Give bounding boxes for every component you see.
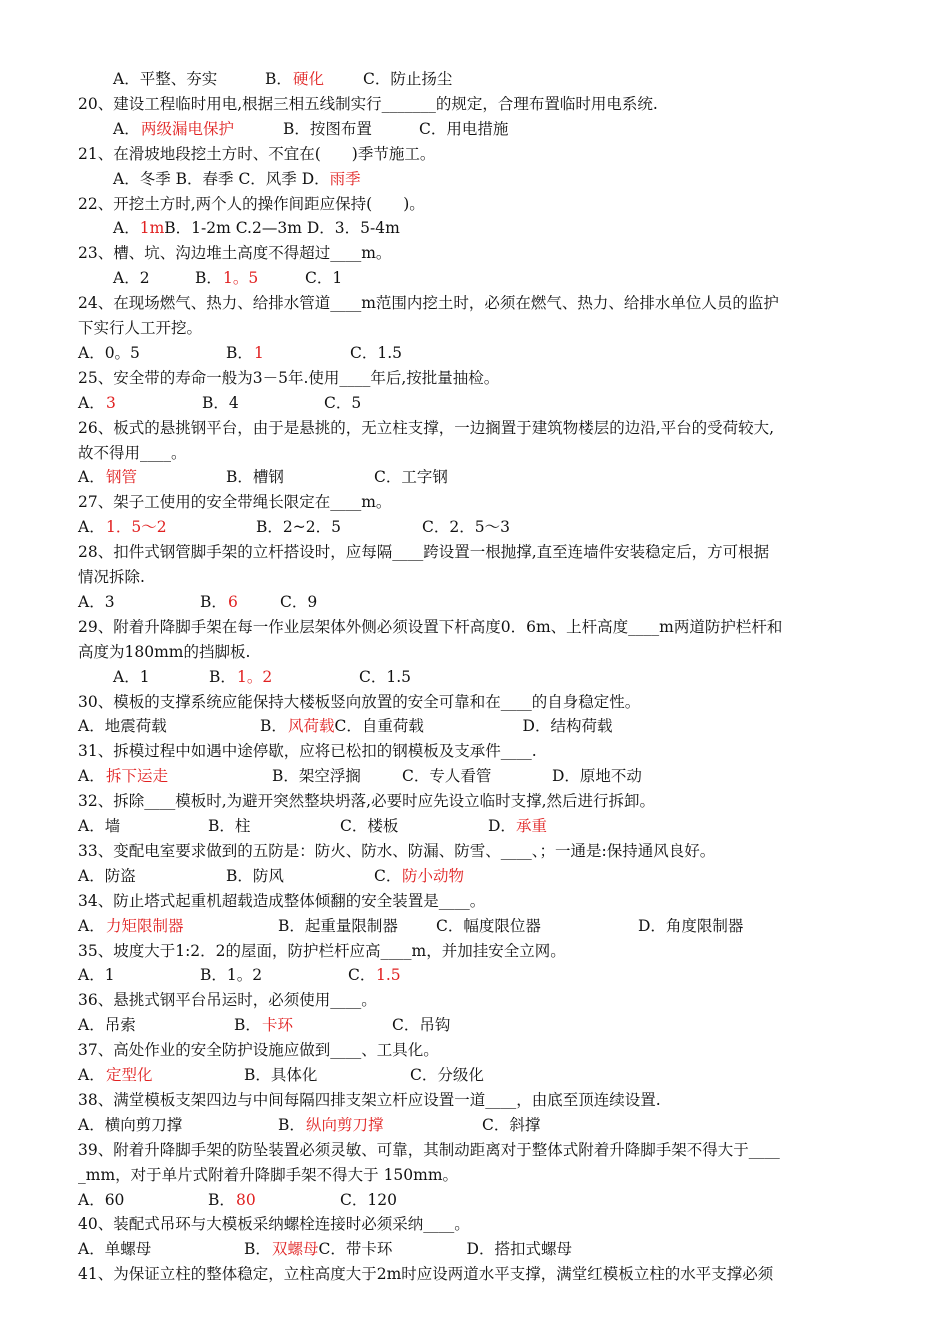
option: B．架空浮搁 (272, 767, 361, 786)
question-line: 32、拆除____模板时,为避开突然整块坍落,必要时应先设立临时支撑,然后进行拆卸。 (78, 792, 656, 811)
option: A．防盗 (78, 866, 136, 885)
option: A． (78, 393, 105, 412)
options-line (113, 216, 913, 241)
option: B． (260, 717, 287, 736)
question-line: 22、开挖土方时,两个人的操作间距应保持( )。 (78, 194, 425, 213)
answer-option: 纵向剪刀撑 (306, 1115, 384, 1134)
option: C．分级化 (410, 1066, 484, 1084)
options-line (78, 814, 878, 839)
option: A．0。5 (78, 343, 140, 362)
option: C． (348, 966, 376, 985)
options-line (78, 914, 878, 939)
question-line: 28、扣件式钢管脚手架的立杆搭设时，应每隔____跨设置一根抛撑,直至连墙件安装稳定后，方可根据 (78, 543, 770, 562)
option: A．1 (113, 667, 150, 686)
option: A．横向剪刀撑 (78, 1115, 183, 1134)
option: A．1 (78, 966, 115, 985)
option: A．3 (78, 592, 115, 611)
option: B．4 (202, 393, 239, 412)
option: B． (278, 1115, 305, 1134)
options-line (78, 590, 878, 615)
option: B． (208, 1190, 235, 1209)
option: D．结构荷载 (522, 717, 613, 736)
option: B．按图布置 (283, 119, 372, 138)
option: A． (78, 468, 105, 487)
options-line (78, 1113, 878, 1138)
option: B．具体化 (244, 1066, 318, 1084)
answer-option: 防小动物 (402, 866, 465, 885)
answer-option: 1。5 (223, 269, 259, 288)
question-line: 34、防止塔式起重机超载造成整体倾翻的安全装置是____。 (78, 891, 486, 910)
options-line (78, 963, 878, 988)
question-line: 26、板式的悬挑钢平台，由于是悬挑的，无立柱支撑，一边搁置于建筑物楼层的边沿,平台的受荷较大, (78, 418, 775, 437)
answer-option: 拆下运走 (106, 767, 169, 786)
option: B．1。2 (200, 966, 263, 985)
answer-option: 1。2 (237, 667, 273, 686)
option: A．2 (113, 269, 150, 288)
options-line (78, 515, 878, 540)
question-line: 33、变配电室要求做到的五防是：防火、防水、防漏、防雪、____、；一通是:保持通风良好。 (78, 841, 716, 860)
option: D． (488, 817, 516, 835)
answer-option: 1 (254, 343, 264, 362)
answer-option: 卡环 (262, 1016, 294, 1035)
answer-option: 钢管 (106, 468, 138, 487)
answer-option: 风荷载 (288, 717, 335, 736)
question-line: _mm，对于单片式附着升降脚手架不得大于 150mm。 (78, 1165, 459, 1184)
question-line: 38、满堂模板支架四边与中间每隔四排支架立杆应设置一道____，由底至顶连续设置. (78, 1090, 661, 1109)
option: C．斜撑 (482, 1115, 541, 1134)
options-line (78, 1188, 878, 1213)
option: B． (200, 592, 227, 611)
option: B． (244, 1240, 271, 1259)
options-line (78, 391, 878, 416)
option: C．幅度限位器 (436, 916, 541, 935)
option: D．原地不动 (552, 767, 642, 786)
option: C．1.5 (350, 343, 403, 362)
option: C．1.5 (359, 667, 412, 686)
question-line: 下实行人工开挖。 (78, 319, 203, 337)
answer-option: 1.5 (376, 966, 401, 985)
option: C． (374, 866, 402, 885)
option: A．吊索 (78, 1016, 136, 1035)
option: B．起重量限制器 (278, 916, 398, 935)
option: A．单螺母 (78, 1240, 152, 1259)
question-line: 高度为180mm的挡脚板. (78, 642, 251, 661)
options-line (78, 1063, 878, 1088)
options-line (113, 117, 913, 142)
option: B． (209, 667, 236, 686)
question-line: 23、槽、坑、沟边堆土高度不得超过____m。 (78, 244, 392, 263)
option: A． (78, 767, 105, 786)
option: B．1-2m C.2—3m D．3．5-4m (164, 219, 400, 238)
answer-option: 3 (106, 393, 116, 412)
answer-option: 承重 (516, 817, 548, 835)
option: B．柱 (208, 817, 251, 835)
answer-option: 6 (228, 592, 238, 611)
option: B． (226, 343, 253, 362)
options-line (78, 864, 878, 889)
option: A． (78, 518, 105, 537)
question-line: 29、附着升降脚手架在每一作业层架体外侧必须设置下杆高度0．6m、上杆高度____m两道防护栏杆和 (78, 617, 783, 636)
answer-option: 1．5～2 (106, 518, 167, 537)
option: B．2~2．5 (256, 518, 341, 537)
options-line (78, 341, 878, 366)
answer-option: 硬化 (293, 70, 325, 88)
option: B． (265, 70, 292, 88)
option: C．9 (280, 592, 318, 611)
question-line: 30、模板的支撑系统应能保持大楼板竖向放置的安全可靠和在____的自身稳定性。 (78, 692, 641, 711)
options-line (78, 465, 878, 490)
option: A． (113, 219, 140, 238)
option: A．墙 (78, 817, 121, 835)
options-line (78, 1237, 878, 1262)
options-line (78, 764, 878, 789)
answer-option: 80 (236, 1190, 256, 1209)
option: C．防止扬尘 (363, 70, 453, 88)
option: A．平整、夯实 (113, 70, 218, 88)
option: A． (113, 119, 140, 138)
option: C．专人看管 (402, 767, 492, 786)
answer-option: 双螺母 (272, 1240, 319, 1259)
question-line: 31、拆模过程中如遇中途停歇，应将已松扣的钢模板及支承件____. (78, 742, 537, 761)
question-line: 情况拆除. (78, 568, 145, 586)
option: C．5 (324, 393, 362, 412)
option: C．工字钢 (374, 468, 448, 487)
option: D．角度限制器 (638, 916, 744, 935)
question-line: 27、架子工使用的安全带绳长限定在____m。 (78, 493, 392, 512)
option: A． (78, 916, 105, 935)
option: C．带卡环 (318, 1240, 393, 1259)
answer-option: 两级漏电保护 (141, 119, 235, 138)
question-line: 36、悬挑式钢平台吊运时，必须使用____。 (78, 991, 377, 1010)
question-line: 21、在滑坡地段挖土方时、不宜在( )季节施工。 (78, 144, 436, 163)
options-line (113, 67, 913, 92)
option: C．楼板 (340, 817, 399, 835)
question-line: 20、建设工程临时用电,根据三相五线制实行_______的规定，合理布置临时用电系统. (78, 94, 658, 113)
answer-option: 力矩限制器 (106, 916, 184, 935)
option: A． (78, 1066, 105, 1084)
option: A．60 (78, 1190, 125, 1209)
question-line: 39、附着升降脚手架的防坠装置必须灵敏、可靠，其制动距离对于整体式附着升降脚手架不得大于____ (78, 1140, 780, 1159)
option: C．吊钩 (392, 1016, 451, 1035)
answer-option: 雨季 (329, 169, 361, 188)
question-line: 故不得用____。 (78, 443, 187, 462)
question-line: 25、安全带的寿命一般为3－5年.使用____年后,按批量抽检。 (78, 368, 500, 387)
question-line: 41、为保证立柱的整体稳定，立柱高度大于2m时应设两道水平支撑，满堂红模板立柱的水平支撑必须 (78, 1265, 774, 1284)
options-line (78, 1013, 878, 1038)
answer-option: 1m (139, 219, 165, 238)
answer-option: 定型化 (106, 1066, 153, 1084)
option: C．自重荷载 (334, 717, 424, 736)
option: A．冬季 B．春季 C．风季 D． (113, 169, 330, 188)
question-line: 40、装配式吊环与大模板采纳螺栓连接时必须采纳____。 (78, 1215, 470, 1234)
question-line: 37、高处作业的安全防护设施应做到____、工具化。 (78, 1041, 439, 1060)
option: D．搭扣式螺母 (466, 1240, 572, 1259)
option: B．防风 (226, 866, 284, 885)
question-line: 35、坡度大于1:2．2的屋面，防护栏杆应高____m，并加挂安全立网。 (78, 941, 566, 960)
option: B．槽钢 (226, 468, 284, 487)
options-line (113, 266, 913, 291)
option: C．用电措施 (419, 119, 509, 138)
option: C．2．5～3 (422, 518, 510, 537)
option: C．120 (340, 1190, 397, 1209)
option: B． (195, 269, 222, 288)
option: B． (234, 1016, 261, 1035)
options-line (113, 665, 913, 690)
options-line (113, 167, 913, 192)
question-line: 24、在现场燃气、热力、给排水管道____m范围内挖土时，必须在燃气、热力、给排水单位人员的监护 (78, 294, 779, 313)
option: C．1 (305, 269, 343, 288)
option: A．地震荷载 (78, 717, 167, 736)
options-line (78, 714, 878, 739)
